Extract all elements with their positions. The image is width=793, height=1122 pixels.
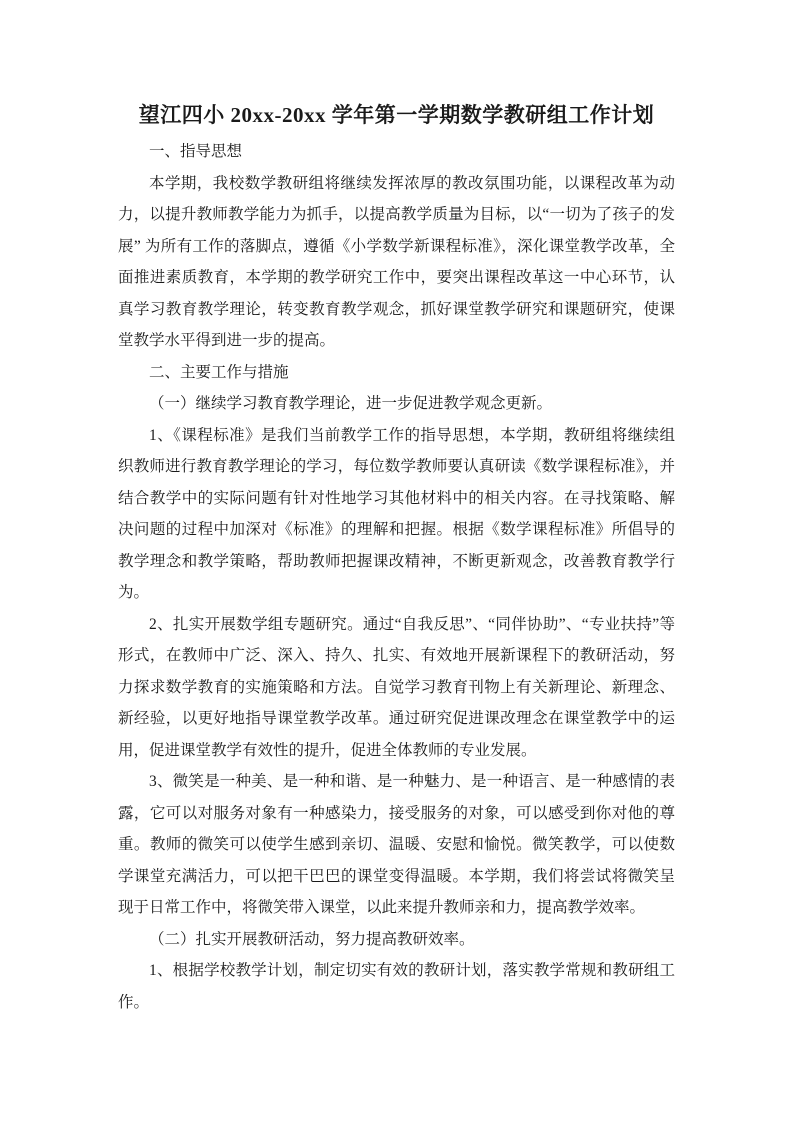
section-heading: （一）继续学习教育教学理论，进一步促进教学观念更新。 (149, 395, 553, 412)
paragraph: 本学期，我校数学教研组将继续发挥浓厚的教改氛围功能，以课程改革为动力，以提升教师教学能力为抓手，以提高教学质量为目标，以“一切为了孩子的发展” 为所有工作的落脚点，遵循《小学数学新课程标准》，深化课堂教学改革，全面推进素质教育，本学期的教学研究工作中，要突出课程改革这一中心环节，认真学习教育教学理论，转变教育教学观念，抓好课堂教学研究和课题研究，使课堂教学水平得到进一步的提高。 (118, 174, 675, 349)
section-heading: 二、主要工作与措施 (149, 363, 289, 381)
paragraph: 2、扎实开展数学组专题研究。通过“自我反思”、“同伴协助”、“专业扶持”等形式，在教师中广泛、深入、持久、扎实、有效地开展新课程下的教研活动，努力探求数学教育的实施策略和方法。自觉学习教育刊物上有关新理论、新理念、新经验，以更好地指导课堂教学改革。通过研究促进课改理念在课堂教学中的运用，促进课堂教学有效性的提升，促进全体教师的专业发展。 (118, 615, 675, 759)
document-body (118, 136, 675, 1018)
section-heading: （二）扎实开展教研活动，努力提高教研效率。 (149, 930, 475, 948)
section-heading: 一、指导思想 (149, 143, 243, 160)
document-title: 望江四小 20xx-20xx 学年第一学期数学教研组工作计划 (138, 103, 655, 127)
paragraph: 3、微笑是一种美、是一种和谐、是一种魅力、是一种语言、是一种感情的表露，它可以对服务对象有一种感染力，接受服务的对象，可以感受到你对他的尊重。教师的微笑可以使学生感到亲切、温暖、安慰和愉悦。微笑教学，可以使数学课堂充满活力，可以把干巴巴的课堂变得温暖。本学期，我们将尝试将微笑呈现于日常工作中，将微笑带入课堂，以此来提升教师亲和力，提高教学效率。 (118, 773, 675, 916)
paragraph: 1、《课程标准》是我们当前教学工作的指导思想，本学期，教研组将继续组织教师进行教育教学理论的学习，每位数学教师要认真研读《数学课程标准》，并结合教学中的实际问题有针对性地学习其他材料中的相关内容。在寻找策略、解决问题的过程中加深对《标准》的理解和把握。根据《数学课程标准》所倡导的教学理念和教学策略，帮助教师把握课改精神，不断更新观念，改善教育教学行为。 (118, 426, 675, 601)
paragraph: 1、根据学校教学计划，制定切实有效的教研计划，落实教学常规和教研组工作。 (118, 962, 675, 1011)
